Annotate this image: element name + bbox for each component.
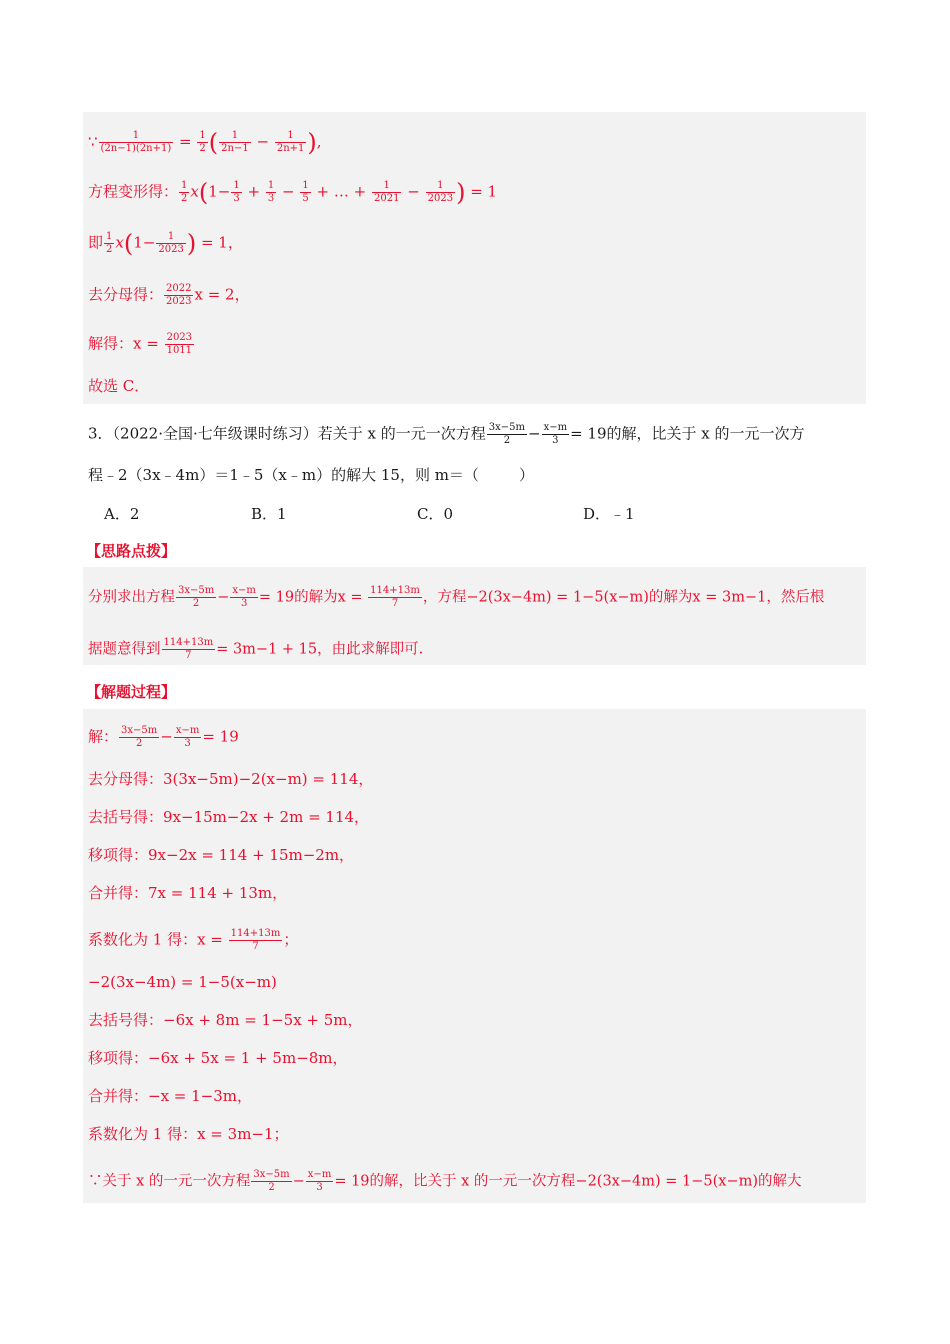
process-line-10: 合并得：−x = 1−3m， <box>88 1087 253 1105</box>
fraction: $\frac{x-m}{3}$ <box>543 422 568 446</box>
fraction: $\frac{x-m}{3}$ <box>232 585 256 609</box>
process-line-7: −2(3x−4m) = 1−5(x−m) <box>88 973 277 991</box>
fraction: $\frac{1}{2n+1}$ <box>276 130 305 154</box>
fraction: $\frac{1}{2}$ <box>106 231 113 255</box>
fraction: $\frac{114+13m}{7}$ <box>163 637 214 661</box>
process-line-4: 移项得：9x−2x = 114 + 15m−2m， <box>88 846 355 864</box>
fraction: $\frac{1}{3}$ <box>233 180 240 204</box>
process-line-2: 去分母得：3(3x−5m)−2(x−m) = 114， <box>88 770 374 788</box>
fraction: $\frac{1}{2023}$ <box>158 231 184 255</box>
fraction: $\frac{3x-5m}{2}$ <box>121 725 158 749</box>
process-line-11: 系数化为 1 得：x = 3m−1； <box>88 1125 289 1143</box>
process-line-6: 系数化为 1 得：x = $\frac{114+13m}{7}$ ； <box>88 928 299 952</box>
process-line-1: 解： $\frac{3x-5m}{2}$ − $\frac{x-m}{3}$ = 19 <box>88 725 239 749</box>
solution-line-2: 方程变形得： $\frac{1}{2}$ x(1− $\frac{1}{3}$ + $\frac{1}{3}$ − $\frac{1}{5}$ + … + $\frac{1}{2021}$ − $\frac{1}{2023}$ ) = 1 <box>88 178 498 207</box>
fraction: $\frac{114+13m}{7}$ <box>370 585 420 609</box>
option-d: D．﹣1 <box>583 505 635 523</box>
fraction: $\frac{1}{(2n-1)(2n+1)}$ <box>100 130 172 154</box>
fraction: $\frac{1}{2}$ <box>181 180 188 204</box>
process-line-3: 去括号得：9x−15m−2x + 2m = 114， <box>88 808 370 826</box>
fraction: $\frac{x-m}{3}$ <box>307 1169 332 1193</box>
fraction: $\frac{1}{3}$ <box>267 180 275 204</box>
solution-line-5: 解得：x = $\frac{2023}{1011}$ <box>88 332 193 356</box>
fraction: $\frac{x-m}{3}$ <box>175 725 200 749</box>
fraction: $\frac{1}{2023}$ <box>427 180 454 204</box>
process-line-12: ∵关于 x 的一元一次方程 $\frac{3x-5m}{2}$ − $\frac{x-m}{3}$ = 19的解，比关于 x 的一元一次方程−2(3x−4m) = 1−5(x−m)的解大 <box>88 1169 802 1193</box>
fraction: $\frac{1}{2}$ <box>199 130 206 154</box>
process-line-8: 去括号得：−6x + 8m = 1−5x + 5m， <box>88 1011 363 1029</box>
fraction: $\frac{1}{5}$ <box>302 180 309 204</box>
fraction: $\frac{1}{2n-1}$ <box>221 130 249 154</box>
fraction: $\frac{3x-5m}{2}$ <box>488 422 525 446</box>
question-line-1: 3．（2022·全国·七年级课时练习）若关于 x 的一元一次方程 $\frac{3x-5m}{2}$ − $\frac{x-m}{3}$ = 19的解，比关于 x 的一元一次方 <box>88 422 805 446</box>
option-c: C．0 <box>417 505 454 523</box>
option-a: A．2 <box>104 505 140 523</box>
fraction: $\frac{114+13m}{7}$ <box>230 928 281 952</box>
fraction: $\frac{2023}{1011}$ <box>166 332 193 356</box>
fraction: $\frac{1}{2021}$ <box>374 180 400 204</box>
process-line-5: 合并得：7x = 114 + 13m， <box>88 884 288 902</box>
option-b: B．1 <box>251 505 287 523</box>
fraction: $\frac{3x-5m}{2}$ <box>178 585 215 609</box>
hint-line-2: 据题意得到 $\frac{114+13m}{7}$ = 3m−1 + 15，由此求解即可. <box>88 637 424 661</box>
solution-line-3: 即 $\frac{1}{2}$ x(1− $\frac{1}{2023}$ ) = 1， <box>88 229 243 258</box>
solution-panel-top <box>83 112 866 404</box>
question-line-2: 程﹣2（3x﹣4m）＝1﹣5（x﹣m）的解大 15，则 m＝（ ） <box>88 466 534 484</box>
process-heading: 【解题过程】 <box>86 683 177 701</box>
fraction: $\frac{3x-5m}{2}$ <box>253 1169 290 1193</box>
fraction: $\frac{2022}{2023}$ <box>166 283 192 307</box>
solution-line-1: ∵ $\frac{1}{(2n-1)(2n+1)}$ = $\frac{1}{2}$ ( $\frac{1}{2n-1}$ − $\frac{1}{2n+1}$ ), <box>88 128 322 157</box>
hint-heading: 【思路点拨】 <box>86 542 177 560</box>
process-line-9: 移项得：−6x + 5x = 1 + 5m−8m， <box>88 1049 348 1067</box>
solution-line-6: 故选 C． <box>88 377 150 395</box>
hint-line-1: 分别求出方程 $\frac{3x-5m}{2}$ − $\frac{x-m}{3}$ = 19的解为x = $\frac{114+13m}{7}$ ，方程−2(3x−4m) = 1−5(x−m)的解为x = 3m−1，然后根 <box>88 585 825 609</box>
solution-line-4: 去分母得： $\frac{2022}{2023}$ x = 2， <box>88 283 250 307</box>
